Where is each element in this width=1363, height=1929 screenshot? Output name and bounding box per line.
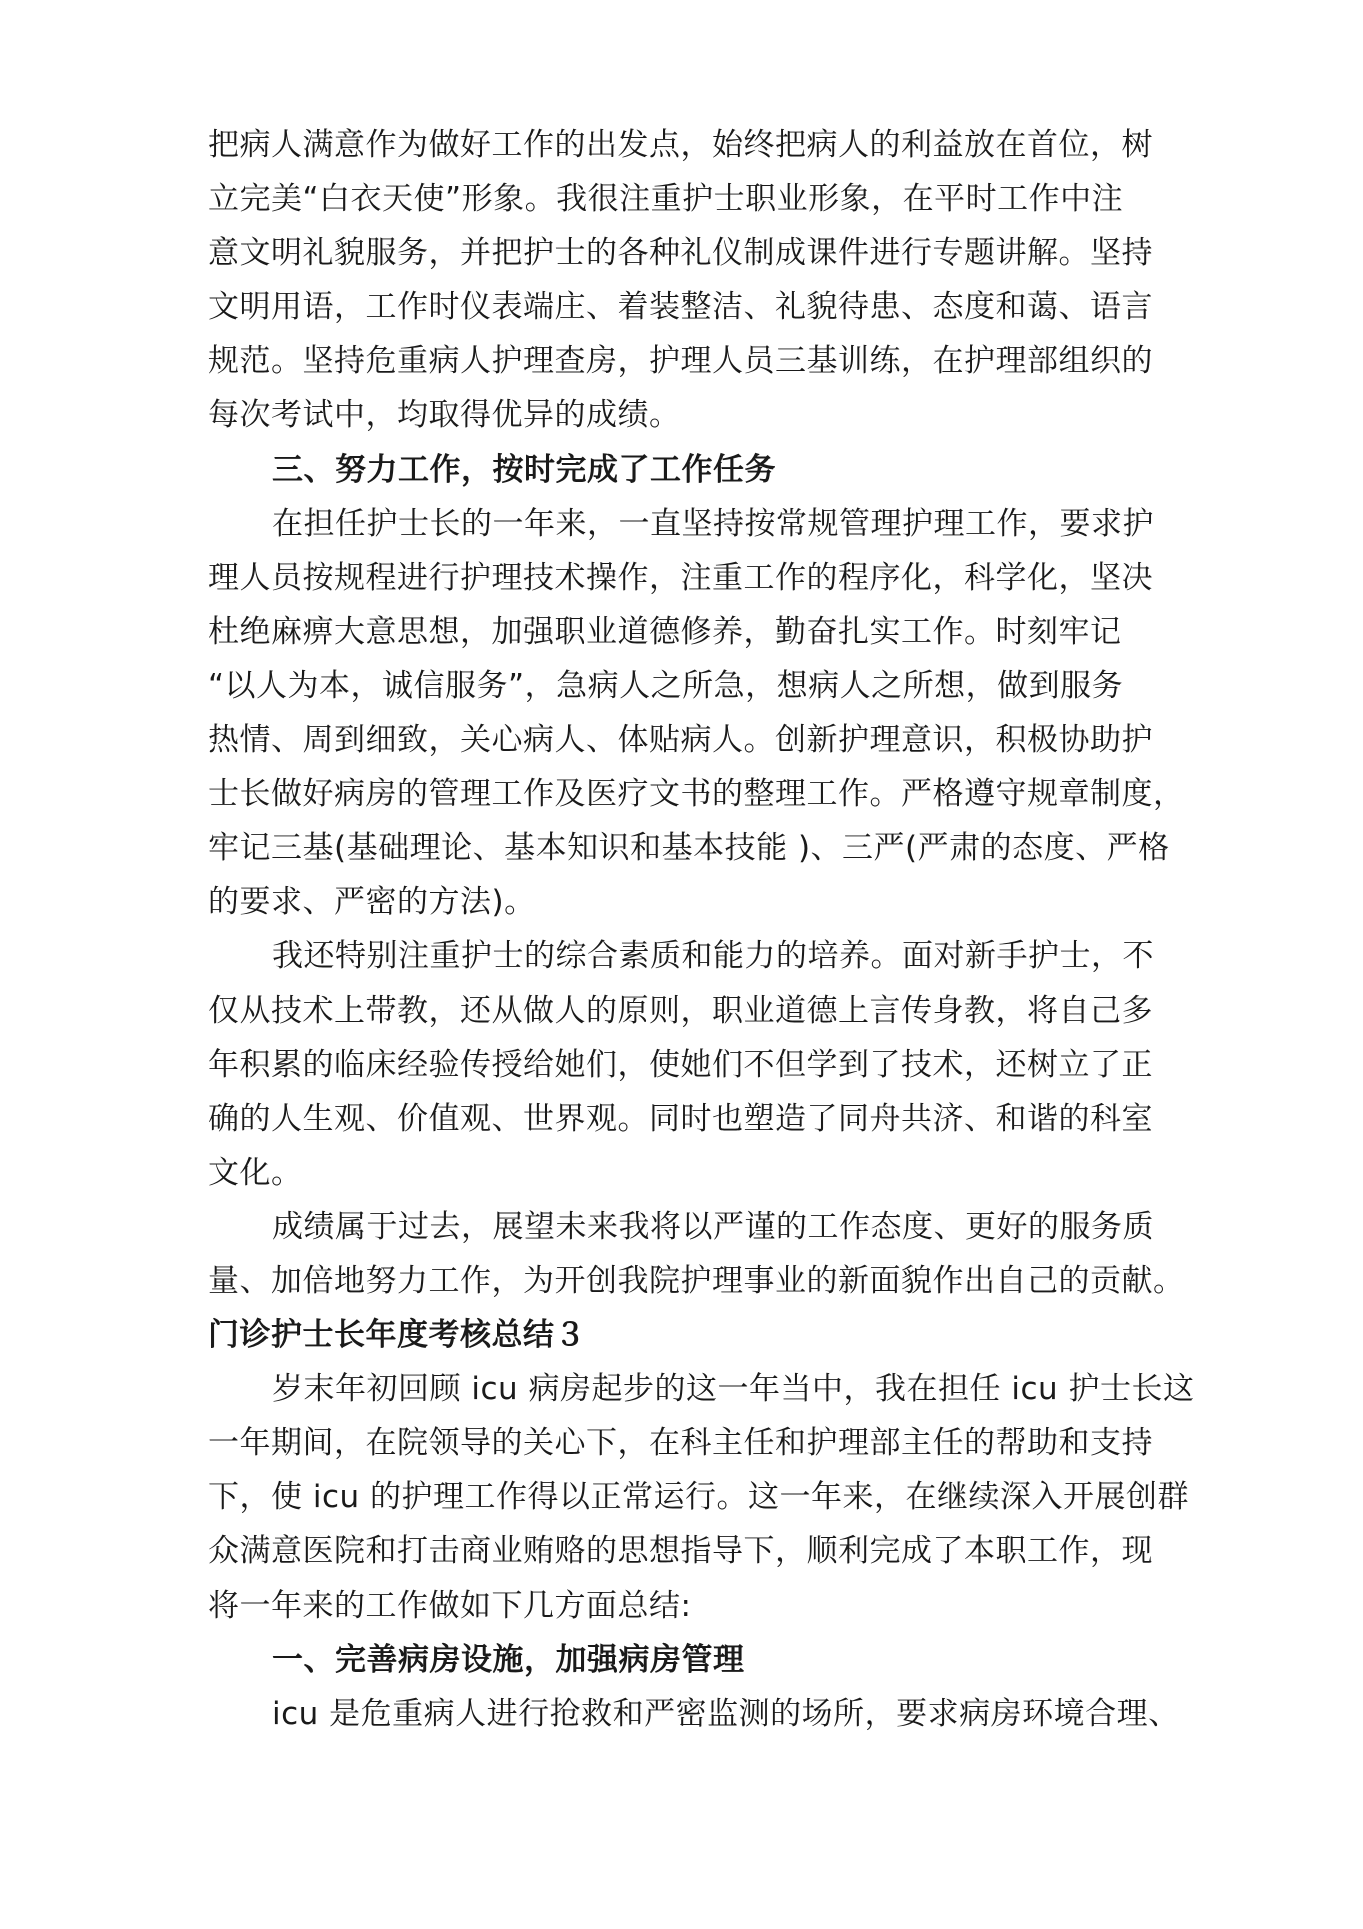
body-text-line: 立完美“白衣天使”形象。我很注重护士职业形象，在平时工作中注 — [208, 181, 1124, 218]
body-text-line: 文明用语，工作时仪表端庄、着装整洁、礼貌待患、态度和蔼、语言 — [208, 289, 1153, 326]
body-text-line: 在担任护士长的一年来，一直坚持按常规管理护理工作，要求护 — [272, 505, 1154, 542]
body-text-line: 众满意医院和打击商业贿赂的思想指导下，顺利完成了本职工作，现 — [208, 1533, 1153, 1570]
body-text-line: 将一年来的工作做如下几方面总结: — [208, 1587, 692, 1624]
body-text-line: 每次考试中，均取得优异的成绩。 — [208, 397, 681, 434]
body-text-line: 规范。坚持危重病人护理查房，护理人员三基训练，在护理部组织的 — [208, 343, 1153, 380]
body-text-line: 文化。 — [208, 1154, 303, 1191]
body-text-line: 的要求、严密的方法)。 — [208, 884, 536, 921]
document-title: 门诊护士长年度考核总结３ — [208, 1317, 586, 1354]
body-text-line: 岁末年初回顾 icu 病房起步的这一年当中，我在担任 icu 护士长这 — [272, 1371, 1195, 1408]
body-text-line: 把病人满意作为做好工作的出发点，始终把病人的利益放在首位，树 — [208, 127, 1153, 163]
section-heading: 三、努力工作，按时完成了工作任务 — [272, 451, 776, 488]
body-text-line: 下，使 icu 的护理工作得以正常运行。这一年来，在继续深入开展创群 — [208, 1479, 1190, 1516]
body-text-line: 我还特别注重护士的综合素质和能力的培养。面对新手护士，不 — [272, 938, 1154, 975]
document-page — [208, 118, 1195, 1741]
body-text-line: 杜绝麻痹大意思想，加强职业道德修养，勤奋扎实工作。时刻牢记 — [208, 613, 1122, 650]
body-text-line: 成绩属于过去，展望未来我将以严谨的工作态度、更好的服务质 — [272, 1208, 1154, 1245]
body-text-line: 牢记三基(基础理论、基本知识和基本技能 )、三严(严肃的态度、严格 — [208, 830, 1170, 867]
body-text-line: 士长做好病房的管理工作及医疗文书的整理工作。严格遵守规章制度， — [208, 776, 1185, 813]
body-text-line: 意文明礼貌服务，并把护士的各种礼仪制成课件进行专题讲解。坚持 — [208, 235, 1153, 272]
body-text-line: 一年期间，在院领导的关心下，在科主任和护理部主任的帮助和支持 — [208, 1425, 1153, 1462]
body-text-line: 确的人生观、价值观、世界观。同时也塑造了同舟共济、和谐的科室 — [208, 1100, 1153, 1137]
body-text-line: 年积累的临床经验传授给她们，使她们不但学到了技术，还树立了正 — [208, 1046, 1153, 1083]
body-text-line: 理人员按规程进行护理技术操作，注重工作的程序化，科学化，坚决 — [208, 559, 1153, 596]
body-text-line: icu 是危重病人进行抢救和严密监测的场所，要求病房环境合理、 — [272, 1695, 1180, 1732]
body-text-line: 量、加倍地努力工作，为开创我院护理事业的新面貌作出自己的贡献。 — [208, 1262, 1185, 1299]
body-text-line: “以人为本，诚信服务”，急病人之所急，想病人之所想，做到服务 — [208, 667, 1124, 704]
section-heading: 一、完善病房设施，加强病房管理 — [272, 1641, 745, 1678]
body-text-line: 热情、周到细致，关心病人、体贴病人。创新护理意识，积极协助护 — [208, 722, 1153, 759]
body-text-line: 仅从技术上带教，还从做人的原则，职业道德上言传身教，将自己多 — [208, 992, 1153, 1029]
